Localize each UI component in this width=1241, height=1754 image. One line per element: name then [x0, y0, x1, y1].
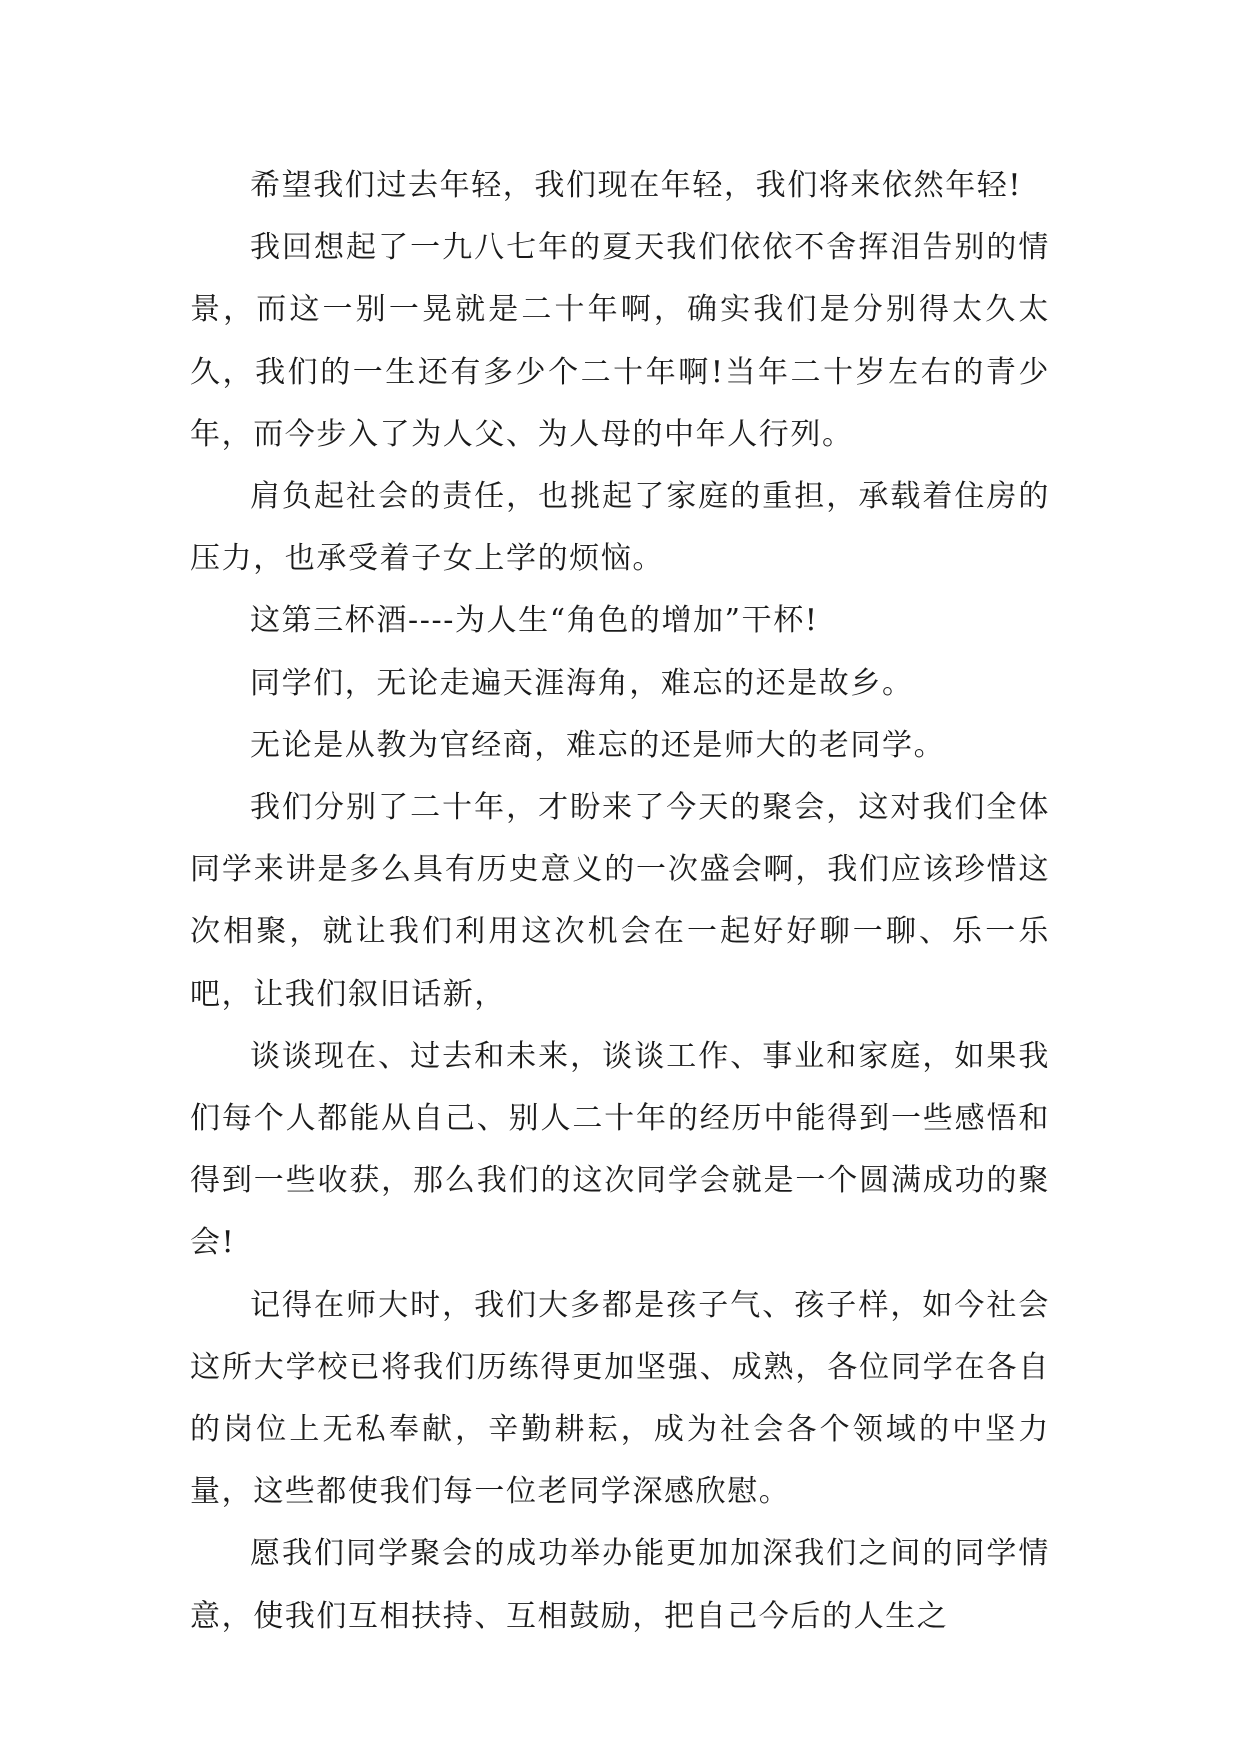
paragraph: 同学们，无论走遍天涯海角，难忘的还是故乡。	[250, 665, 914, 701]
paragraph: 愿我们同学聚会的成功举办能更加加深我们之间的同学情意，使我们互相扶持、互相鼓励，把自己今后的人生之	[190, 1536, 1050, 1634]
paragraph: 记得在师大时，我们大多都是孩子气、孩子样，如今社会这所大学校已将我们历练得更加坚强、成熟，各位同学在各自的岗位上无私奉献，辛勤耕耘，成为社会各个领域的中坚力量，这些都使我们每一位老同学深感欣慰。	[190, 1287, 1050, 1510]
document-body	[190, 155, 1050, 1648]
paragraph: 谈谈现在、过去和未来，谈谈工作、事业和家庭，如果我们每个人都能从自己、别人二十年的经历中能得到一些感悟和得到一些收获，那么我们的这次同学会就是一个圆满成功的聚会!	[190, 1038, 1050, 1261]
paragraph: 无论是从教为官经商，难忘的还是师大的老同学。	[250, 727, 946, 763]
paragraph: 我们分别了二十年，才盼来了今天的聚会，这对我们全体同学来讲是多么具有历史意义的一次盛会啊，我们应该珍惜这次相聚，就让我们利用这次机会在一起好好聊一聊、乐一乐吧，让我们叙旧话新，	[190, 790, 1050, 1012]
paragraph: 肩负起社会的责任，也挑起了家庭的重担，承载着住房的压力，也承受着子女上学的烦恼。	[190, 479, 1050, 577]
paragraph: 我回想起了一九八七年的夏天我们依依不舍挥泪告别的情景，而这一别一晃就是二十年啊，确实我们是分别得太久太久，我们的一生还有多少个二十年啊!当年二十岁左右的青少年，而今步入了为人父、为人母的中年人行列。	[190, 230, 1050, 452]
paragraph: 希望我们过去年轻，我们现在年轻，我们将来依然年轻!	[250, 168, 1023, 203]
paragraph: 这第三杯酒----为人生“角色的增加”干杯!	[250, 603, 819, 639]
